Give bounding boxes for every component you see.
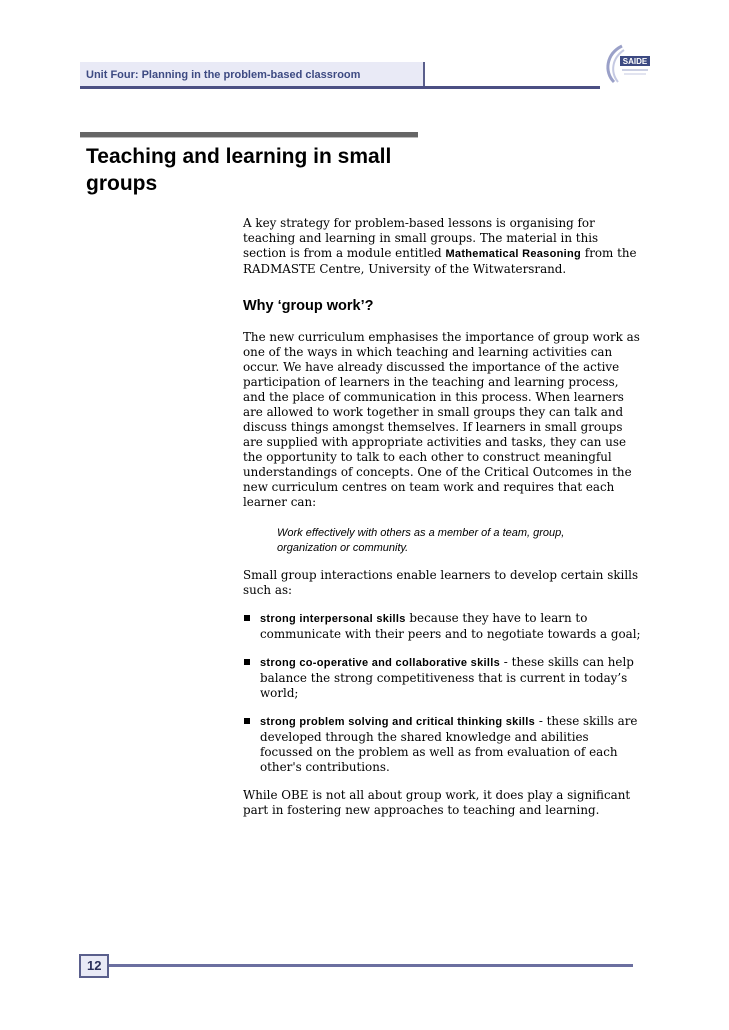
skills-list	[243, 611, 643, 775]
skills-intro: Small group interactions enable learners to develop certain skills such as:	[243, 568, 639, 597]
closing-paragraph: While OBE is not all about group work, it does play a significant part in fostering new approaches to teaching and learning.	[243, 788, 631, 817]
page-number: 12	[87, 958, 102, 973]
main-content	[243, 216, 643, 818]
bullet-icon	[244, 659, 250, 665]
list-item	[243, 714, 643, 775]
list-item	[243, 655, 643, 701]
critical-outcome-quote: Work effectively with others as a member of a team, group, organization or community.	[277, 527, 565, 554]
footer-rule	[109, 964, 633, 967]
list-item	[243, 611, 643, 642]
section-title: Teaching and learning in small groups	[86, 145, 392, 195]
group-work-paragraph: The new curriculum emphasises the importance of group work as one of the ways in which teaching and learning activities can occur. We have already discussed the importance of the active participation of learners in the teaching and learning process, and the place of communication in this process. When learners are allowed to work together in small groups they can talk and discuss things amongst themselves. If learners in small groups are supplied with appropriate activities and tasks, they can use the opportunity to talk to each other to construct meaningful understandings of concepts. One of the Critical Outcomes in the new curriculum centres on team work and requires that each learner can:	[243, 330, 640, 509]
skill-text: - these skills are developed through the shared knowledge and abilities focussed on the problem as well as from evaluation of each other's contributions.	[260, 714, 638, 774]
section-rule-shadow	[80, 137, 418, 138]
skill-text: because they have to learn to communicate with their peers and to negotiate towards a goal;	[260, 611, 641, 641]
intro-module-name: Mathematical Reasoning	[445, 248, 582, 260]
saide-logo	[600, 42, 650, 86]
intro-paragraph	[243, 216, 643, 277]
skill-text: - these skills can help balance the strong competitiveness that is current in today’s world;	[260, 655, 634, 700]
skill-name: strong interpersonal skills	[260, 613, 406, 625]
skill-name: strong co-operative and collaborative skills	[260, 657, 500, 669]
subheading: Why ‘group work’?	[243, 298, 374, 314]
header-rule	[80, 86, 600, 89]
bullet-icon	[244, 718, 250, 724]
intro-before: A key strategy for problem-based lessons is organising for teaching and learning in small groups. The material in this section is from a module entitled	[243, 216, 599, 260]
header-title: Unit Four: Planning in the problem-based classroom	[86, 69, 361, 81]
bullet-icon	[244, 615, 250, 621]
skill-name: strong problem solving and critical thinking skills	[260, 716, 536, 728]
logo-text: SAIDE	[622, 57, 648, 66]
intro-after: from the RADMASTE Centre, University of the Witwatersrand.	[243, 246, 637, 276]
